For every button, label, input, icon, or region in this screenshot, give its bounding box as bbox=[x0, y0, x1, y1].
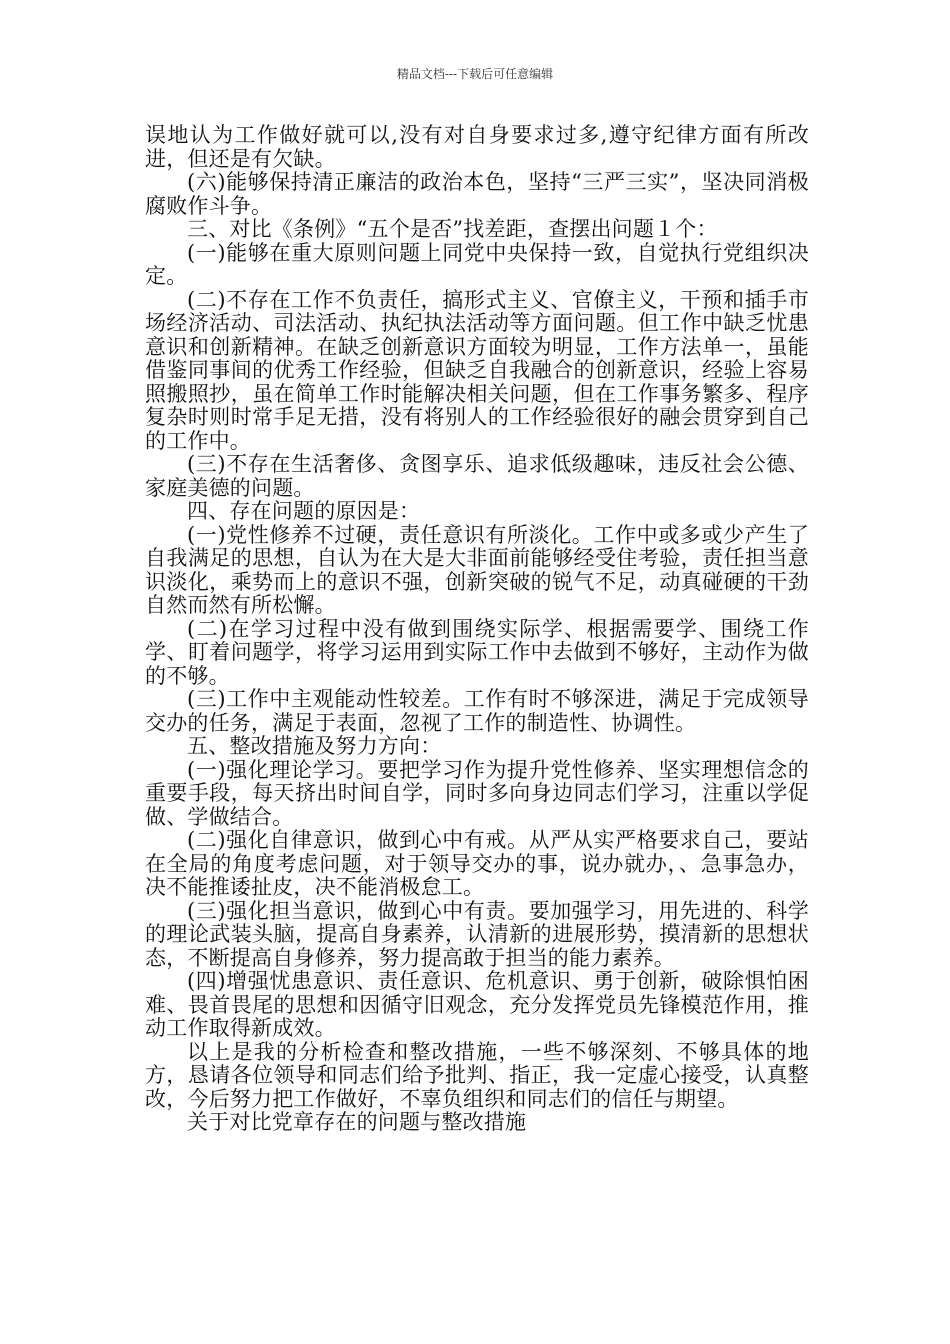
document-body bbox=[145, 124, 809, 1135]
paragraph: (四)增强忧患意识、责任意识、危机意识、勇于创新，破除惧怕困难、畏首畏尾的思想和因循守旧观念，充分发挥党员先锋模范作用，推动工作取得新成效。 bbox=[145, 969, 809, 1040]
paragraph: (一)党性修养不过硬，责任意识有所淡化。工作中或多或少产生了自我满足的思想，自认为在大是大非面前能够经受住考验，责任担当意识淡化，乘势而上的意识不强，创新突破的锐气不足，动真碰硬的干劲自然而然有所松懈。 bbox=[145, 522, 809, 617]
paragraph: (一)强化理论学习。要把学习作为提升党性修养、坚实理想信念的重要手段，每天挤出时间自学，同时多向身边同志们学习，注重以学促做、学做结合。 bbox=[145, 757, 809, 829]
page-header: 精品文档---下载后可任意编辑 bbox=[396, 67, 554, 81]
paragraph: (二)不存在工作不负责任，搞形式主义、官僚主义，干预和插手市场经济活动、司法活动、执纪执法活动等方面问题。但工作中缺乏忧患意识和创新精神。在缺乏创新意识方面较为明显，工作方法单一，虽能借鉴同事间的优秀工作经验，但缺乏自我融合的创新意识，经验上容易照搬照抄，虽在简单工作时能解决相关问题，但在工作事务繁多、程序复杂时则时常手足无措，没有将别人的工作经验很好的融会贯穿到自己的工作中。 bbox=[145, 287, 809, 453]
paragraph: (三)工作中主观能动性较差。工作有时不够深进，满足于完成领导交办的任务，满足于表面，忽视了工作的制造性、协调性。 bbox=[145, 687, 809, 735]
section-heading: 五、整改措施及努力方向： bbox=[187, 734, 442, 758]
paragraph: (三)不存在生活奢侈、贪图享乐、追求低级趣味，违反社会公德、家庭美德的问题。 bbox=[145, 452, 809, 500]
section-heading: 四、存在问题的原因是： bbox=[187, 499, 421, 523]
paragraph: (一)能够在重大原则问题上同党中央保持一致，自觉执行党组织决定。 bbox=[145, 240, 809, 288]
next-document-title: 关于对比党章存在的问题与整改措施 bbox=[187, 1110, 527, 1134]
paragraph: (三)强化担当意识，做到心中有责。要加强学习，用先进的、科学的理论武装头脑，提高自身素养，认清新的进展形势，摸清新的思想状态，不断提高自身修养，努力提高敢于担当的能力素养。 bbox=[145, 898, 809, 970]
section-heading: 三、对比《条例》“五个是否”找差距，查摆出问题１个： bbox=[187, 217, 718, 241]
paragraph: (二)强化自律意识，做到心中有戒。从严从实严格要求自己，要站在全局的角度考虑问题，对于领导交办的事，说办就办，、急事急办，决不能推诿扯皮，决不能消极怠工。 bbox=[145, 828, 809, 899]
paragraph: (二)在学习过程中没有做到围绕实际学、根据需要学、围绕工作学、盯着问题学，将学习运用到实际工作中去做到不够好，主动作为做的不够。 bbox=[145, 616, 809, 688]
paragraph: 误地认为工作做好就可以,没有对自身要求过多,遵守纪律方面有所改进，但还是有欠缺。 bbox=[145, 123, 809, 171]
closing-paragraph: 以上是我的分析检查和整改措施，一些不够深刻、不够具体的地方，恳请各位领导和同志们给予批判、指正，我一定虚心接受，认真整改，今后努力把工作做好，不辜负组织和同志们的信任与期望。 bbox=[145, 1039, 809, 1111]
paragraph: (六)能够保持清正廉洁的政治本色，坚持“三严三实”，坚决同消极腐败作斗争。 bbox=[145, 170, 809, 218]
